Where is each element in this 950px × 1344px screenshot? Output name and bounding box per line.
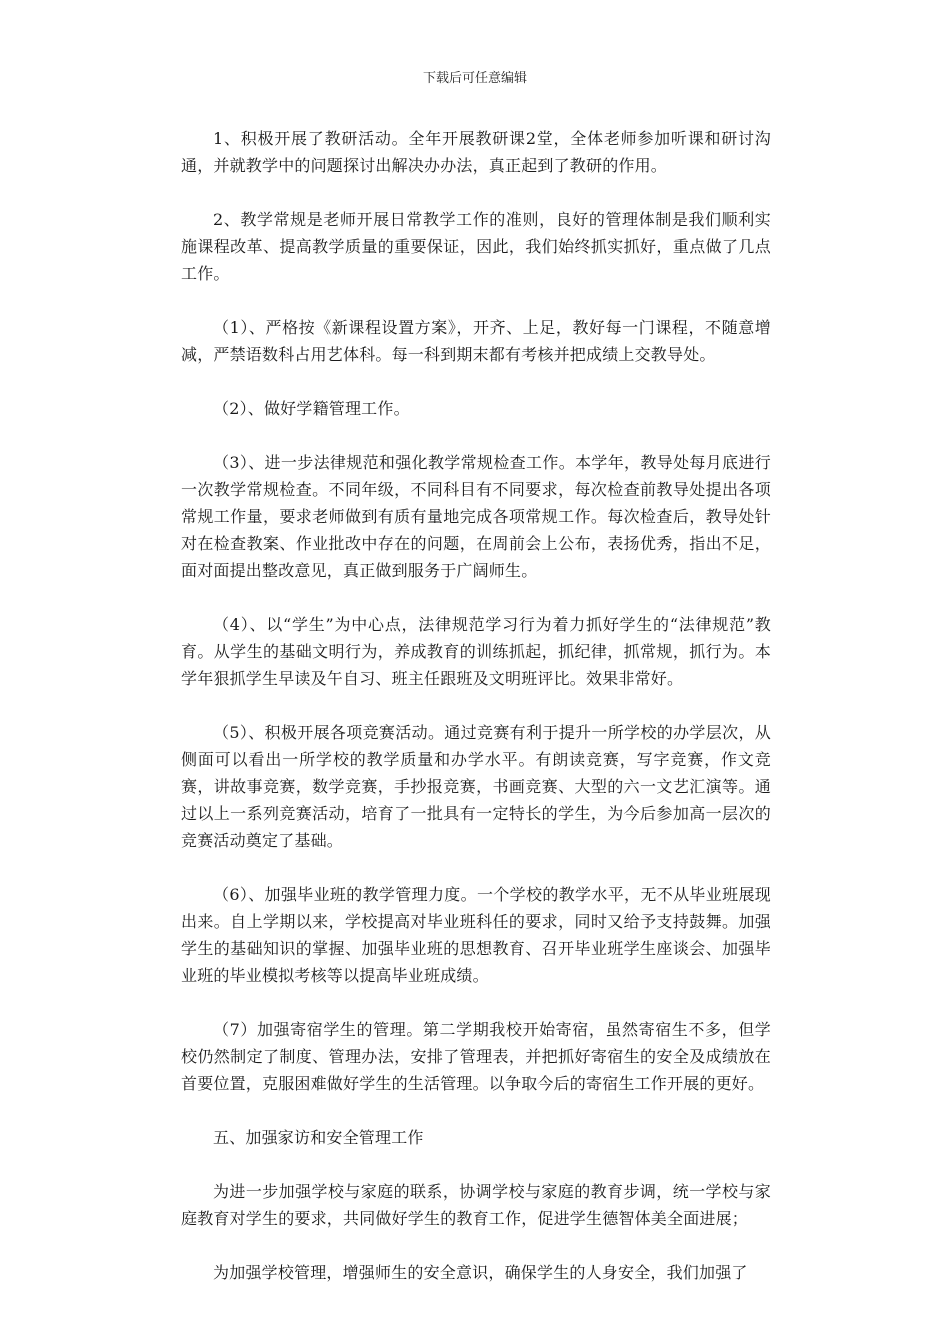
paragraph-9: （7）加强寄宿学生的管理。第二学期我校开始寄宿，虽然寄宿生不多，但学校仍然制定了制度、管理办法，安排了管理表，并把抓好寄宿生的安全及成绩放在首要位置，克服困难做好学生的生活管理。以争取今后的寄宿生工作开展的更好。 (181, 1020, 771, 1093)
paragraph-2: 2、教学常规是老师开展日常教学工作的准则，良好的管理体制是我们顺利实施课程改革、提高教学质量的重要保证，因此，我们始终抓实抓好，重点做了几点工作。 (181, 210, 771, 283)
paragraph-1: 1、积极开展了教研活动。全年开展教研课2堂，全体老师参加听课和研讨沟通，并就教学中的问题探讨出解决办办法，真正起到了教研的作用。 (181, 129, 771, 175)
document-body (181, 125, 771, 1313)
section-heading: 五、加强家访和安全管理工作 (213, 1128, 424, 1147)
paragraph-3: （1）、严格按《新课程设置方案》，开齐、上足，教好每一门课程，不随意增减，严禁语数科占用艺体科。每一科到期末都有考核并把成绩上交教导处。 (181, 318, 771, 364)
paragraph-4: （2）、做好学籍管理工作。 (213, 399, 410, 418)
paragraph-8: （6）、加强毕业班的教学管理力度。一个学校的教学水平，无不从毕业班展现出来。自上学期以来，学校提高对毕业班科任的要求，同时又给予支持鼓舞。加强学生的基础知识的掌握、加强毕业班的思想教育、召开毕业班学生座谈会、加强毕业班的毕业模拟考核等以提高毕业班成绩。 (181, 885, 771, 985)
header-note: 下载后可任意编辑 (422, 71, 527, 86)
paragraph-5: （3）、进一步法律规范和强化教学常规检查工作。本学年，教导处每月底进行一次教学常规检查。不同年级，不同科目有不同要求，每次检查前教导处提出各项常规工作量，要求老师做到有质有量地完成各项常规工作。每次检查后，教导处针对在检查教案、作业批改中存在的问题，在周前会上公布，表扬优秀，指出不足，面对面提出整改意见，真正做到服务于广阔师生。 (181, 453, 771, 580)
paragraph-11: 为进一步加强学校与家庭的联系，协调学校与家庭的教育步调，统一学校与家庭教育对学生的要求，共同做好学生的教育工作，促进学生德智体美全面进展； (181, 1182, 771, 1228)
paragraph-6: （4）、以“学生”为中心点，法律规范学习行为着力抓好学生的“法律规范”教育。从学生的基础文明行为，养成教育的训练抓起，抓纪律，抓常规，抓行为。本学年狠抓学生早读及午自习、班主任跟班及文明班评比。效果非常好。 (181, 615, 771, 688)
paragraph-7: （5）、积极开展各项竞赛活动。通过竞赛有利于提升一所学校的办学层次，从侧面可以看出一所学校的教学质量和办学水平。有朗读竞赛，写字竞赛，作文竞赛，讲故事竞赛，数学竞赛，手抄报竞赛，书画竞赛、大型的六一文艺汇演等。通过以上一系列竞赛活动，培育了一批具有一定特长的学生，为今后参加高一层次的竞赛活动奠定了基础。 (181, 723, 771, 850)
paragraph-12: 为加强学校管理，增强师生的安全意识，确保学生的人身安全，我们加强了 (213, 1263, 748, 1282)
